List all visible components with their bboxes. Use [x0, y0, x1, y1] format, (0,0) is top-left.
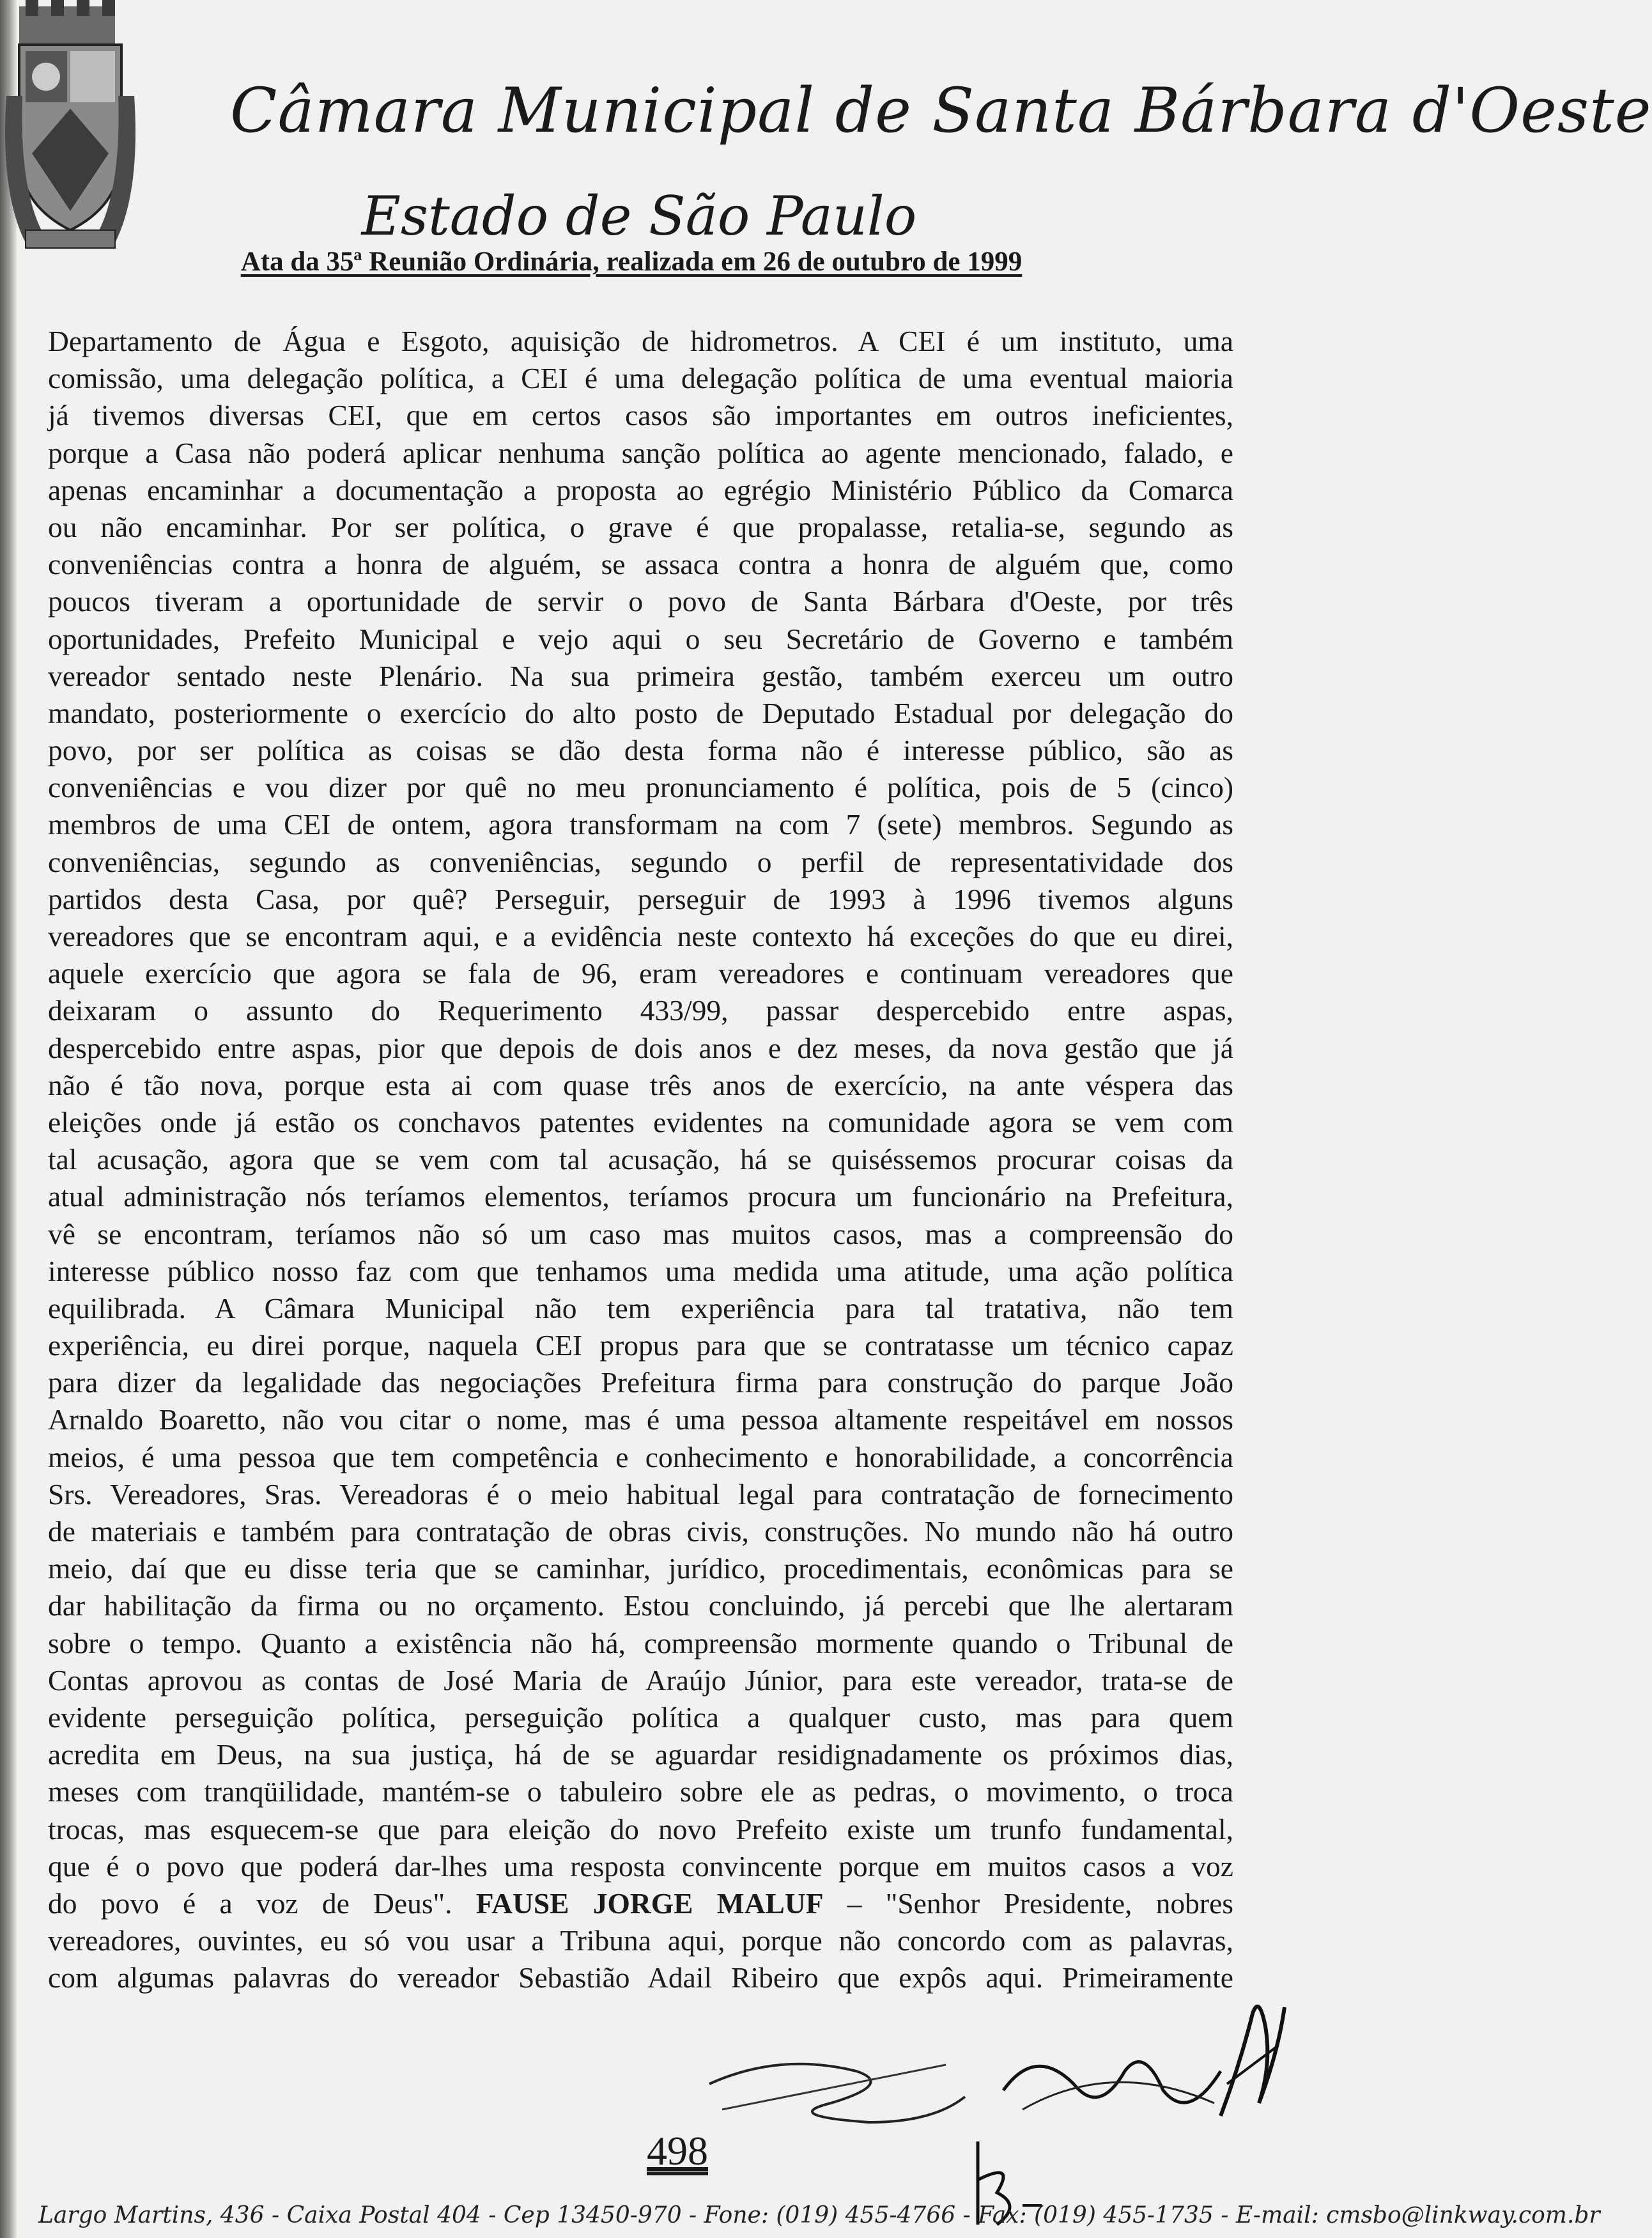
- body-line: de materiais e também para contratação de obras civis, construções. No mundo não há outro: [48, 1515, 1233, 1548]
- meeting-title: Ata da 35ª Reunião Ordinária, realizada em 26 de outubro de 1999: [240, 247, 1023, 277]
- body-line: mandato, posteriormente o exercício do alto posto de Deputado Estadual por delegação do: [48, 696, 1233, 729]
- body-line: vereadores, ouvintes, eu só vou usar a Tribuna aqui, porque não concordo com as palavras,: [48, 1924, 1233, 1957]
- body-line: dar habilitação da firma ou no orçamento. Estou concluindo, já percebi que lhe alertaram: [48, 1589, 1233, 1622]
- body-line: conveniências contra a honra de alguém, se assaca contra a honra de alguém que, como: [48, 548, 1233, 581]
- header-institution-name: Câmara Municipal de Santa Bárbara d'Oeste: [230, 75, 1652, 146]
- body-line: atual administração nós teríamos elementos, teríamos procura um funcionário na Prefeitura,: [48, 1180, 1233, 1213]
- body-line: eleições onde já estão os conchavos patentes evidentes na comunidade agora se vem com: [48, 1105, 1233, 1138]
- body-line: oportunidades, Prefeito Municipal e vejo aqui o seu Secretário de Governo e também: [48, 622, 1233, 655]
- body-line: tal acusação, agora que se vem com tal acusação, há se quiséssemos procurar coisas da: [48, 1143, 1233, 1176]
- header-state-name: Estado de São Paulo: [361, 185, 917, 247]
- body-line: não é tão nova, porque esta ai com quase três anos de exercício, na ante véspera das: [48, 1068, 1233, 1101]
- speaker-name: FAUSE JORGE MALUF: [475, 1886, 824, 1920]
- body-line: conveniências e vou dizer por quê no meu pronunciamento é política, pois de 5 (cinco): [48, 771, 1233, 804]
- body-line: deixaram o assunto do Requerimento 433/99, passar despercebido entre aspas,: [48, 994, 1233, 1027]
- body-line: Arnaldo Boaretto, não vou citar o nome, mas é uma pessoa altamente respeitável em nossos: [48, 1403, 1233, 1436]
- body-line: comissão, uma delegação política, a CEI é uma delegação política de uma eventual maioria: [48, 362, 1233, 395]
- body-line: meses com tranqüilidade, mantém-se o tabuleiro sobre ele as pedras, o movimento, o troca: [48, 1775, 1233, 1808]
- body-line: porque a Casa não poderá aplicar nenhuma sanção política ao agente mencionado, falado, e: [48, 436, 1233, 469]
- body-line: evidente perseguição política, perseguição política a qualquer custo, mas para quem: [48, 1700, 1233, 1734]
- body-line: partidos desta Casa, por quê? Perseguir, perseguir de 1993 à 1996 tivemos alguns: [48, 882, 1233, 915]
- speech-start: – "Senhor Presidente, nobres: [823, 1886, 1233, 1920]
- footer-contact: Largo Martins, 436 - Caixa Postal 404 - Cep 13450-970 - Fone: (019) 455-4766 - Fax: (019) 455-1735 - E-mail: cmsbo@linkway.com.br: [38, 2202, 1600, 2228]
- body-line: com algumas palavras do vereador Sebastião Adail Ribeiro que expôs aqui. Primeiramente: [48, 1961, 1233, 1994]
- body-line: povo, por ser política as coisas se dão desta forma não é interesse público, são as: [48, 734, 1233, 767]
- body-line: vê se encontram, teríamos não só um caso mas muitos casos, mas a compreensão do: [48, 1217, 1233, 1250]
- body-line: Srs. Vereadores, Sras. Vereadoras é o meio habitual legal para contratação de fornecimento: [48, 1477, 1233, 1511]
- body-line: para dizer da legalidade das negociações Prefeitura firma para construção do parque João: [48, 1366, 1233, 1399]
- body-line: que é o povo que poderá dar-lhes uma resposta convincente porque em muitos casos a voz: [48, 1849, 1233, 1883]
- body-line: acredita em Deus, na sua justiça, há de se aguardar residignadamente os próximos dias,: [48, 1738, 1233, 1771]
- body-line: membros de uma CEI de ontem, agora transformam na com 7 (sete) membros. Segundo as: [48, 808, 1233, 841]
- signature-bottom-right-image: [997, 2033, 1227, 2129]
- body-line: apenas encaminhar a documentação a proposta ao egrégio Ministério Público da Comarca: [48, 473, 1233, 506]
- body-line: aquele exercício que agora se fala de 96, eram vereadores e continuam vereadores que: [48, 957, 1233, 990]
- municipal-crest-image: [6, 0, 134, 262]
- body-line: conveniências, segundo as conveniências, segundo o perfil de representatividade dos: [48, 845, 1233, 878]
- page-number: 498: [647, 2128, 708, 2173]
- speaker-line: [48, 1885, 1233, 1922]
- body-line: despercebido entre aspas, pior que depois de dois anos e dez meses, da nova gestão que já: [48, 1031, 1233, 1064]
- signature-bottom-left-image: [703, 2046, 971, 2135]
- body-line: interesse público nosso faz com que tenhamos uma medida uma atitude, uma ação política: [48, 1254, 1233, 1287]
- body-line: trocas, mas esquecem-se que para eleição do novo Prefeito existe um trunfo fundamental,: [48, 1812, 1233, 1846]
- body-line: Contas aprovou as contas de José Maria de Araújo Júnior, para este vereador, trata-se de: [48, 1663, 1233, 1697]
- body-line: meios, é uma pessoa que tem competência e conhecimento e honorabilidade, a concorrência: [48, 1440, 1233, 1473]
- body-line: Departamento de Água e Esgoto, aquisição de hidrometros. A CEI é um instituto, uma: [48, 325, 1233, 357]
- body-line: meio, daí que eu disse teria que se caminhar, jurídico, procedimentais, econômicas para se: [48, 1552, 1233, 1585]
- signature-right-image: [1214, 1988, 1291, 2135]
- page-binding-edge: [0, 0, 17, 2238]
- body-line: ou não encaminhar. Por ser política, o grave é que propalasse, retalia-se, segundo as: [48, 510, 1233, 543]
- body-line: experiência, eu direi porque, naquela CEI propus para que se contratasse um técnico capaz: [48, 1329, 1233, 1362]
- minutes-body: [48, 323, 1233, 1996]
- body-line: sobre o tempo. Quanto a existência não há, compreensão mormente quando o Tribunal de: [48, 1626, 1233, 1659]
- body-line: equilibrada. A Câmara Municipal não tem experiência para tal tratativa, não tem: [48, 1291, 1233, 1325]
- body-line: vereadores que se encontram aqui, e a evidência neste contexto há exceções do que eu direi,: [48, 920, 1233, 952]
- body-line: vereador sentado neste Plenário. Na sua primeira gestão, também exerceu um outro: [48, 659, 1233, 692]
- body-line: já tivemos diversas CEI, que em certos casos são importantes em outros ineficientes,: [48, 399, 1233, 432]
- body-line: poucos tiveram a oportunidade de servir o povo de Santa Bárbara d'Oeste, por três: [48, 585, 1233, 618]
- body-line: do povo é a voz de Deus".: [48, 1886, 452, 1920]
